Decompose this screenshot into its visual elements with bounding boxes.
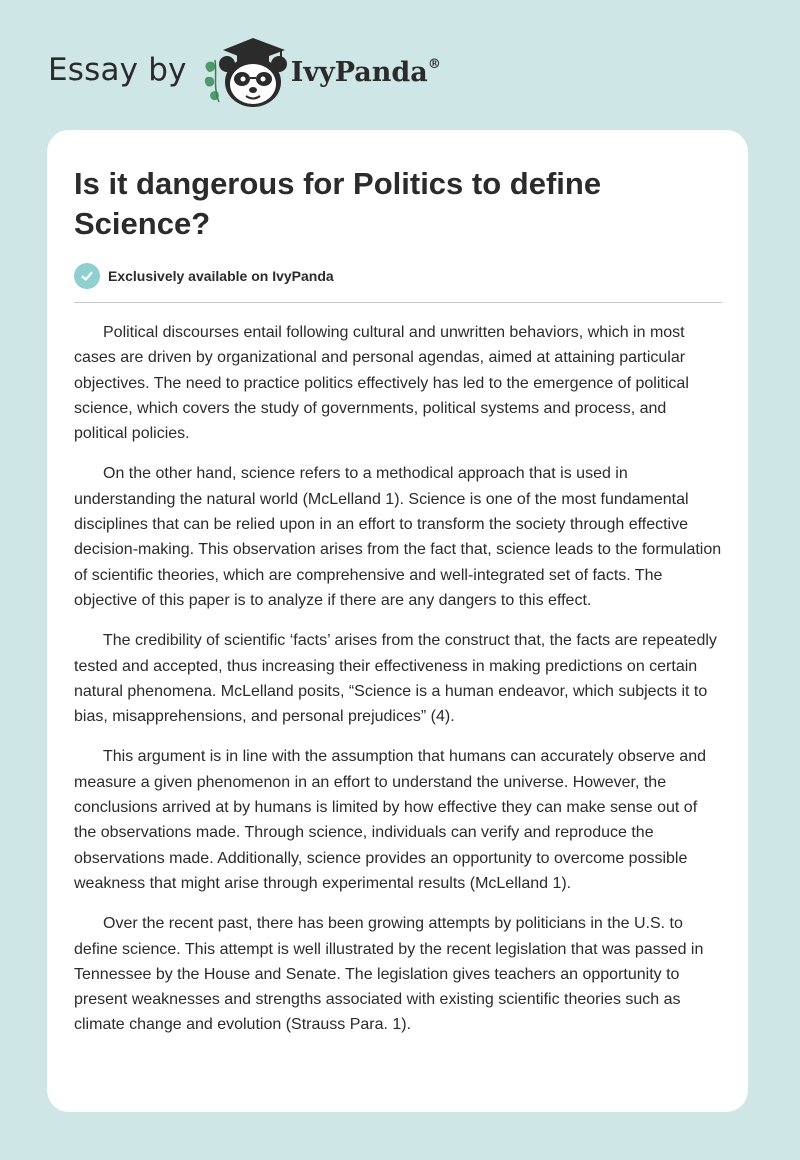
paragraph: On the other hand, science refers to a methodical approach that is used in understanding the natural world (McLelland 1). Science is one of the most fundamental disciplines that can be relied upon in an effort to transform the society through effective decision-making. This observation arises from the fact that, science leads to the formulation of scientific theories, which are comprehensive and well-integrated set of facts. The objective of this paper is to analyze if there are any dangers to this effect.	[74, 465, 722, 609]
essay-title: Is it dangerous for Politics to define Science?	[74, 166, 602, 241]
essay-body	[74, 320, 722, 1053]
brand-name[interactable]	[291, 57, 441, 88]
essay-by-label: Essay by	[48, 52, 187, 88]
panda-logo-icon[interactable]	[203, 30, 289, 110]
paragraph: This argument is in line with the assumption that humans can accurately observe and measure a given phenomenon in an effort to understand the universe. However, the conclusions arrived at by humans is limited by how effective they can make sense out of the observations made. Through science, individuals can verify and reproduce the observations made. Additionally, science provides an opportunity to overcome possible weakness that might arise through experimental results (McLelland 1).	[74, 748, 706, 892]
paragraph: The credibility of scientific ‘facts’ arises from the construct that, the facts are repeatedly tested and accepted, thus increasing their effectiveness in making predictions on certain natural phenomena. McLelland posits, “Science is a human endeavor, which subjects it to bias, misapprehensions, and personal prejudices” (4).	[74, 632, 717, 726]
essay-card	[47, 130, 748, 1112]
divider	[74, 302, 722, 303]
exclusive-badge	[74, 263, 334, 289]
registered-mark: ®	[427, 56, 441, 72]
paragraph: Over the recent past, there has been growing attempts by politicians in the U.S. to define science. This attempt is well illustrated by the recent legislation that was passed in Tennessee by the House and Senate. The legislation gives teachers an opportunity to present weaknesses and strengths associated with existing scientific theories such as climate change and evolution (Strauss Para. 1).	[74, 915, 704, 1034]
brand-text[interactable]: IvyPanda	[290, 56, 428, 88]
exclusive-badge-label: Exclusively available on IvyPanda	[108, 268, 334, 284]
check-circle-icon	[74, 263, 100, 289]
site-header	[48, 30, 441, 110]
paragraph: Political discourses entail following cultural and unwritten behaviors, which in most cases are driven by organizational and personal agendas, aimed at attaining particular objectives. The need to practice politics effectively has led to the emergence of political science, which covers the study of governments, political systems and process, and political policies.	[74, 324, 689, 443]
